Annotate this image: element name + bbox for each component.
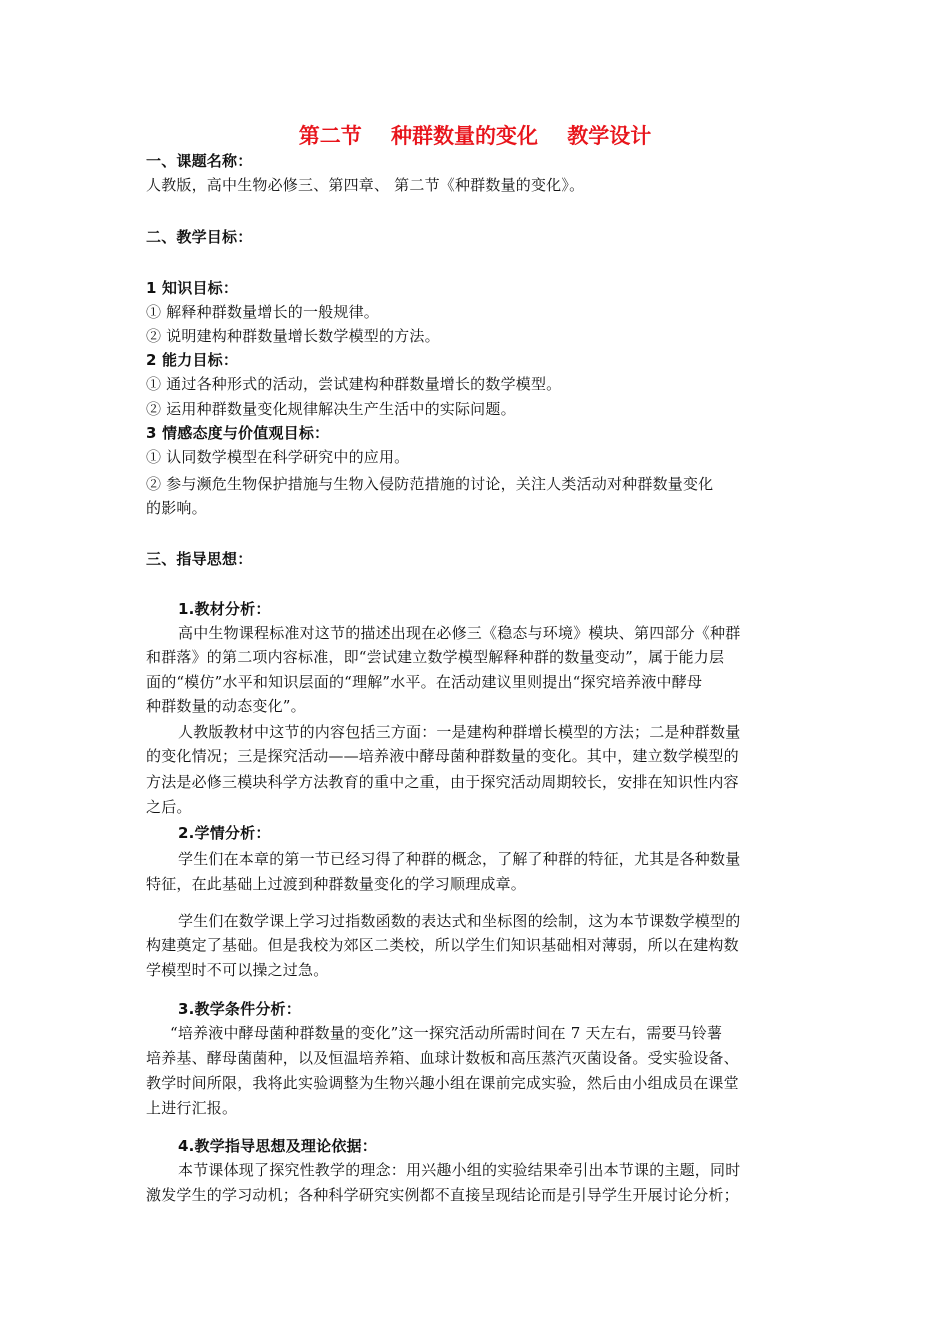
paragraph-line: 学生们在本章的第一节已经习得了种群的概念，了解了种群的特征，尤其是各种数量 <box>178 850 741 868</box>
paragraph-line: 方法是必修三模块科学方法教育的重中之重，由于探究活动周期较长，安排在知识性内容 <box>146 773 739 791</box>
paragraph-line: 培养基、酵母菌菌种，以及恒温培养箱、血球计数板和高压蒸汽灭菌设备。受实验设备、 <box>146 1049 739 1067</box>
paragraph-line: 面的“模仿”水平和知识层面的“理解”水平。在活动建议里则提出“探究培养液中酵母 <box>146 673 703 691</box>
paragraph-line: 种群数量的动态变化”。 <box>146 697 306 715</box>
paragraph-line: 高中生物课程标准对这节的描述出现在必修三《稳态与环境》模块、第四部分《种群 <box>178 624 741 642</box>
goal-3-heading: 3 情感态度与价值观目标： <box>146 424 330 442</box>
paragraph-line: 的变化情况；三是探究活动——培养液中酵母菌种群数量的变化。其中，建立数学模型的 <box>146 747 739 765</box>
goal-2-item: ① 通过各种形式的活动，尝试建构种群数量增长的数学模型。 <box>146 375 562 393</box>
section-2-heading: 二、教学目标： <box>146 228 253 246</box>
paragraph-line: 之后。 <box>146 798 192 816</box>
goal-3-item: ① 认同数学模型在科学研究中的应用。 <box>146 448 410 466</box>
paragraph-line: 特征，在此基础上过渡到种群数量变化的学习顺理成章。 <box>146 875 527 893</box>
paragraph-line: 学模型时不可以操之过急。 <box>146 961 329 979</box>
paragraph-line: 构建奠定了基础。但是我校为郊区二类校，所以学生们知识基础相对薄弱，所以在建构数 <box>146 936 739 954</box>
goal-1-heading: 1 知识目标： <box>146 279 239 297</box>
subsection-4-heading: 4.教学指导思想及理论依据： <box>178 1137 377 1155</box>
section-1-text: 人教版，高中生物必修三、第四章、 第二节《种群数量的变化》。 <box>146 176 585 194</box>
paragraph-line: 本节课体现了探究性教学的理念：用兴趣小组的实验结果牵引出本节课的主题，同时 <box>178 1161 741 1179</box>
goal-1-item: ① 解释种群数量增长的一般规律。 <box>146 303 379 321</box>
section-1-heading: 一、课题名称： <box>146 152 253 170</box>
goal-3-item-continued: 的影响。 <box>146 499 207 517</box>
section-3-heading: 三、指导思想： <box>146 550 253 568</box>
paragraph-line: 学生们在数学课上学习过指数函数的表达式和坐标图的绘制，这为本节课数学模型的 <box>178 912 741 930</box>
subsection-2-heading: 2.学情分析： <box>178 824 271 842</box>
paragraph-line: 上进行汇报。 <box>146 1099 238 1117</box>
goal-2-heading: 2 能力目标： <box>146 351 239 369</box>
paragraph-line: “培养液中酵母菌种群数量的变化”这一探究活动所需时间在 7 天左右，需要马铃薯 <box>170 1024 723 1042</box>
subsection-1-heading: 1.教材分析： <box>178 600 271 618</box>
paragraph-line: 和群落》的第二项内容标准，即“尝试建立数学模型解释种群的数量变动”，属于能力层 <box>146 648 725 666</box>
goal-2-item: ② 运用种群数量变化规律解决生产生活中的实际问题。 <box>146 400 516 418</box>
goal-3-item: ② 参与濒危生物保护措施与生物入侵防范措施的讨论，关注人类活动对种群数量变化 <box>146 475 714 493</box>
document-title: 第二节 种群数量的变化 教学设计 <box>298 124 652 148</box>
goal-1-item: ② 说明建构种群数量增长数学模型的方法。 <box>146 327 440 345</box>
paragraph-line: 人教版教材中这节的内容包括三方面：一是建构种群增长模型的方法；二是种群数量 <box>178 723 741 741</box>
paragraph-line: 教学时间所限，我将此实验调整为生物兴趣小组在课前完成实验，然后由小组成员在课堂 <box>146 1074 739 1092</box>
paragraph-line: 激发学生的学习动机；各种科学研究实例都不直接呈现结论而是引导学生开展讨论分析； <box>146 1186 739 1204</box>
subsection-3-heading: 3.教学条件分析： <box>178 1000 301 1018</box>
